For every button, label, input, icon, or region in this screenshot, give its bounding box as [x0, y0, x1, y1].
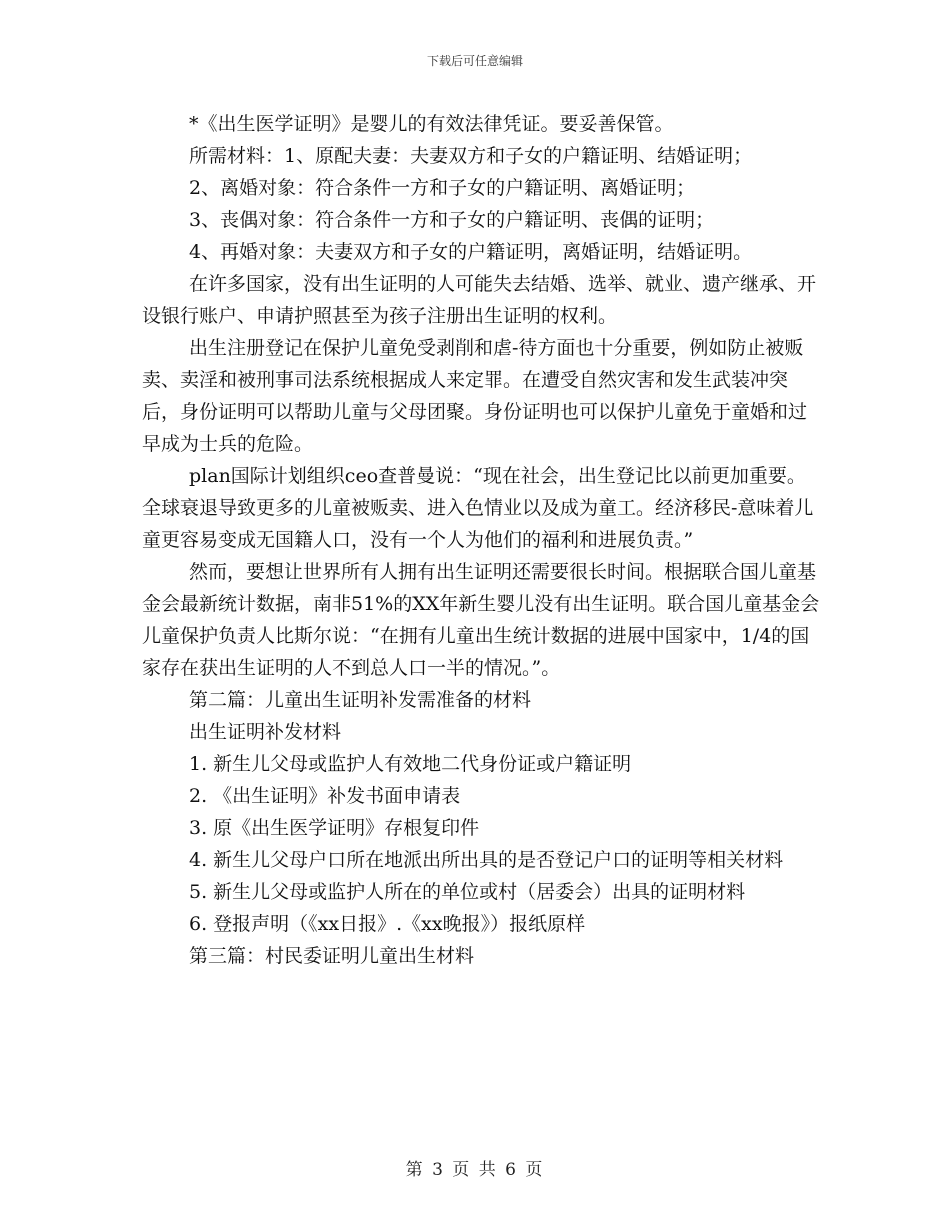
paragraph: plan国际计划组织ceo查普曼说：“现在社会，出生登记比以前更加重要。全球衰退导致更多的儿童被贩卖、进入色情业以及成为童工。经济移民-意味着儿童更容易变成无国籍人口，没有一个人为他们的福利和进展负责。” [142, 465, 814, 551]
paragraph: 所需材料：1、原配夫妻：夫妻双方和子女的户籍证明、结婚证明； [189, 145, 753, 167]
section-heading: 第二篇：儿童出生证明补发需准备的材料 [189, 689, 532, 711]
subheading: 出生证明补发材料 [189, 721, 342, 743]
paragraph: 3、丧偶对象：符合条件一方和子女的户籍证明、丧偶的证明； [189, 209, 715, 231]
list-item: 2. 《出生证明》补发书面申请表 [189, 785, 461, 807]
list-item: 4. 新生儿父母户口所在地派出所出具的是否登记户口的证明等相关材料 [189, 849, 784, 871]
section-heading: 第三篇：村民委证明儿童出生材料 [189, 945, 475, 967]
list-item: 1. 新生儿父母或监护人有效地二代身份证或户籍证明 [189, 753, 632, 775]
paragraph: 2、离婚对象：符合条件一方和子女的户籍证明、离婚证明； [189, 177, 696, 199]
list-item: 5. 新生儿父母或监护人所在的单位或村（居委会）出具的证明材料 [189, 881, 746, 903]
paragraph: 然而，要想让世界所有人拥有出生证明还需要很长时间。根据联合国儿童基金会最新统计数据，南非51%的XX年新生婴儿没有出生证明。联合国儿童基金会儿童保护负责人比斯尔说：“在拥有儿童出生统计数据的进展中国家中，1/4的国家存在获出生证明的人不到总人口一半的情况。”。 [142, 561, 820, 679]
paragraph: 4、再婚对象：夫妻双方和子女的户籍证明，离婚证明，结婚证明。 [189, 241, 753, 263]
page-footer: 第 3 页 共 6 页 [405, 1160, 545, 1180]
paragraph: 出生注册登记在保护儿童免受剥削和虐-待方面也十分重要，例如防止被贩卖、卖淫和被刑事司法系统根据成人来定罪。在遭受自然灾害和发生武装冲突后，身份证明可以帮助儿童与父母团聚。身份证明也可以保护儿童免于童婚和过早成为士兵的危险。 [142, 337, 808, 455]
page-header: 下载后可任意编辑 [426, 54, 523, 68]
list-item: 6. 登报声明（《xx日报》.《xx晚报》）报纸原样 [189, 913, 586, 935]
paragraph: 在许多国家，没有出生证明的人可能失去结婚、选举、就业、遗产继承、开设银行账户、申请护照甚至为孩子注册出生证明的权利。 [142, 273, 817, 327]
list-item: 3. 原《出生医学证明》存根复印件 [189, 817, 480, 839]
document-body [142, 108, 822, 972]
paragraph: *《出生医学证明》是婴儿的有效法律凭证。要妥善保管。 [189, 113, 674, 135]
